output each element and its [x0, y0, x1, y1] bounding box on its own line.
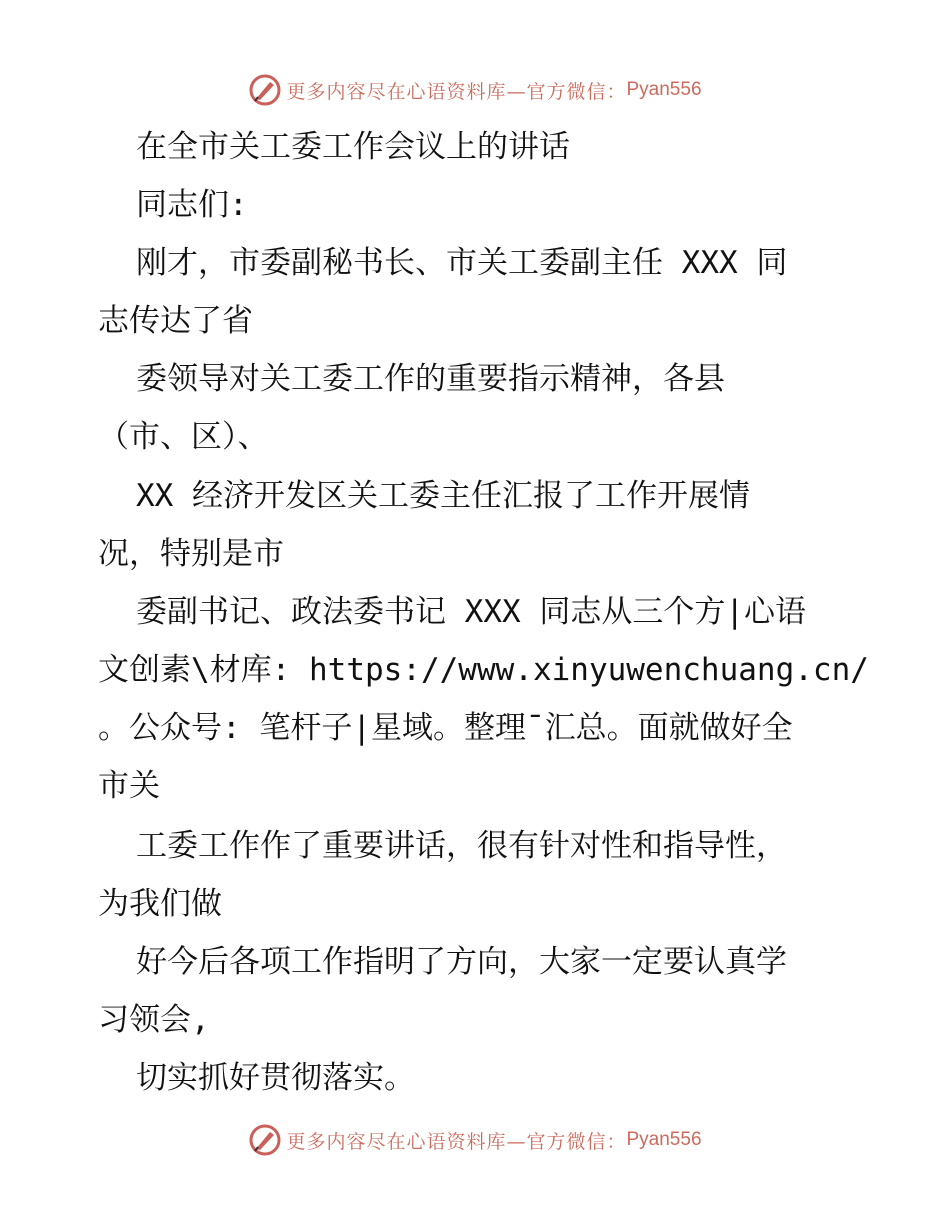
paragraph-line: 委领导对关工委工作的重要指示精神，各县 — [136, 361, 725, 397]
watermark-wechat-id: Pyan556 — [626, 79, 702, 100]
watermark-banner-top — [0, 70, 950, 110]
paragraph-line: 志传达了省 — [98, 303, 253, 339]
watermark-text: 更多内容尽在心语资料库—官方微信： — [286, 80, 627, 103]
document-title: 在全市关工委工作会议上的讲话 — [136, 129, 570, 165]
quill-logo-icon — [248, 73, 282, 107]
watermark-text: 更多内容尽在心语资料库—官方微信： — [286, 1130, 627, 1153]
paragraph-line: 习领会, — [98, 1002, 210, 1038]
paragraph-line: （市、区）、 — [98, 419, 269, 455]
quill-logo-icon — [248, 1123, 282, 1157]
paragraph-line: 刚才，市委副秘书长、市关工委副主任 XXX 同 — [136, 245, 788, 281]
paragraph-line: 况，特别是市 — [98, 536, 284, 572]
paragraph-line: 工委工作作了重要讲话，很有针对性和指导性， — [136, 828, 787, 864]
paragraph-line: 文创素\材库: https://www.xinyuwenchuang.cn/ — [98, 652, 869, 688]
paragraph-line: 为我们做 — [98, 886, 222, 922]
watermark-wechat-id: Pyan556 — [626, 1129, 702, 1150]
salutation: 同志们: — [136, 187, 248, 223]
paragraph-line: 市关 — [98, 768, 160, 804]
paragraph-line: XX 经济开发区关工委主任汇报了工作开展情 — [136, 478, 750, 514]
paragraph-line: 切实抓好贯彻落实。 — [136, 1060, 415, 1096]
paragraph-line: 好今后各项工作指明了方向，大家一定要认真学 — [136, 944, 787, 980]
paragraph-line: 。公众号: 笔杆子|星域。整理¯汇总。面就做好全 — [98, 710, 793, 746]
watermark-banner-bottom — [0, 1120, 950, 1160]
paragraph-line: 委副书记、政法委书记 XXX 同志从三个方|心语 — [136, 594, 806, 630]
